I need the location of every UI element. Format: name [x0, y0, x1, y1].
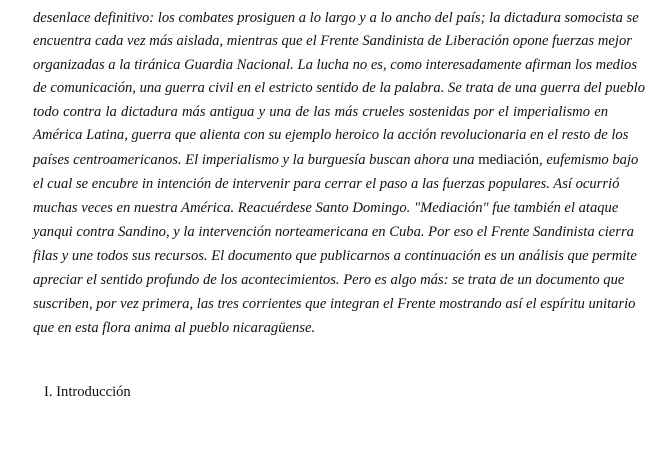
- paragraph-line-11: filas y une todos sus recursos. El documento que publicarnos a continuación es un análisis que permite: [33, 248, 637, 264]
- paragraph-line-4: de comunicación, una guerra civil en el estricto sentido de la palabra. Se trata de una guerra del pueblo: [33, 80, 646, 96]
- mediacion-word: mediación: [478, 152, 540, 168]
- paragraph-line-7-before: países centroamericanos. El imperialismo y la burguesía buscan ahora una: [33, 152, 479, 168]
- paragraph-line-7: [33, 151, 639, 169]
- paragraph-line-12: apreciar el sentido profundo de los acontecimientos. Pero es algo más: se trata de un documento que: [33, 272, 625, 288]
- paragraph-line-1: desenlace definitivo: los combates prosiguen a lo largo y a lo ancho del país; la dictadura somocista se: [33, 10, 639, 26]
- paragraph-line-6: América Latina, guerra que alienta con su ejemplo heroico la acción revolucionaria en el resto de los: [33, 127, 629, 143]
- paragraph-line-8: el cual se encubre in intención de intervenir para cerrar el paso a las fuerzas populares. Así ocurrió: [33, 176, 620, 192]
- paragraph-line-7-after: , eufemismo bajo: [539, 152, 639, 168]
- paragraph-line-9: muchas veces en nuestra América. Reacuérdese Santo Domingo. "Mediación" fue también el ataque: [33, 200, 619, 216]
- paragraph-line-13: suscriben, por vez primera, las tres corrientes que integran el Frente mostrando así el espíritu unitario: [33, 296, 636, 312]
- paragraph-line-10: yanqui contra Sandino, y la intervención norteamericana en Cuba. Por eso el Frente Sandinista cierra: [33, 224, 634, 240]
- section-heading: I. Introducción: [44, 384, 131, 400]
- paragraph-line-3: organizadas a la tiránica Guardia Nacional. La lucha no es, como interesadamente afirman los medios: [33, 57, 637, 73]
- paragraph-line-5: todo contra la dictadura más antigua y una de las más crueles sostenidas por el imperialismo en: [33, 104, 608, 120]
- paragraph-line-14: que en esta flora anima al pueblo nicaragüense.: [33, 320, 316, 336]
- paragraph-line-2: encuentra cada vez más aislada, mientras que el Frente Sandinista de Liberación opone fuerzas mejor: [33, 33, 632, 49]
